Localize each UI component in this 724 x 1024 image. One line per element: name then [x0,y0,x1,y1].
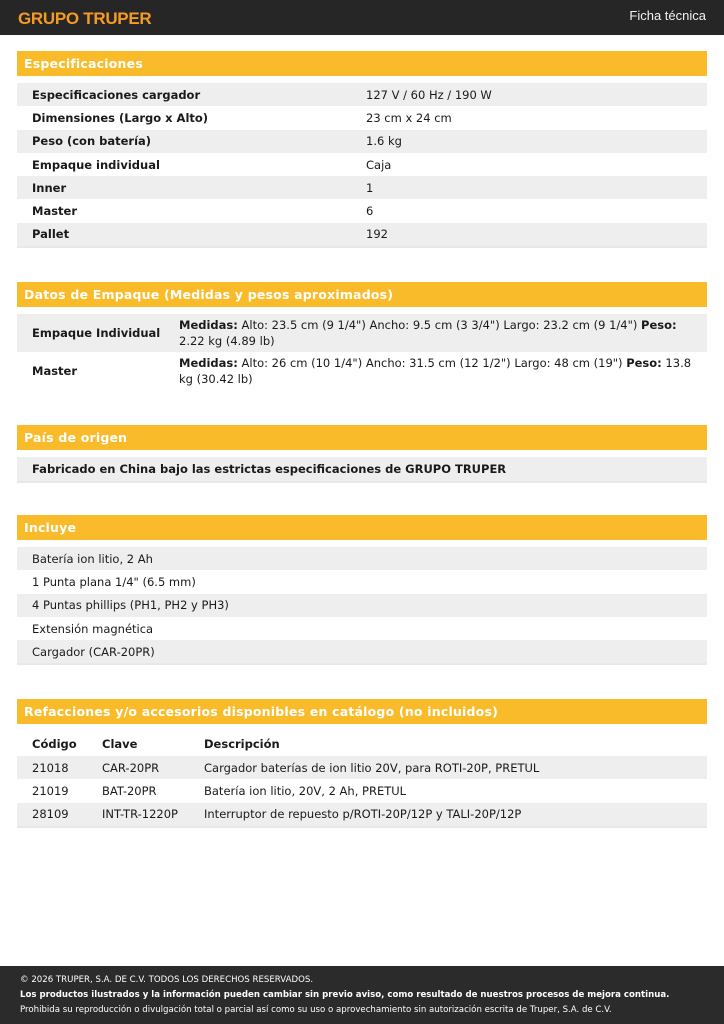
origin-row [17,457,707,483]
spec-label: Especificaciones cargador [32,87,201,102]
table-row [17,803,707,828]
footer-copyright: © 2026 TRUPER, S.A. DE C.V. TODOS LOS DERECHOS RESERVADOS. [20,975,314,985]
column-header-codigo: Código [32,736,77,751]
include-item: 1 Punta plana 1/4" (6.5 mm) [32,574,196,589]
list-item [17,594,707,617]
brand-logo: GRUPO TRUPER [18,9,152,28]
packaging-label: Empaque Individual [32,326,161,340]
medidas-label: Medidas: [179,318,238,332]
spec-label: Empaque individual [32,157,160,172]
spec-row [17,83,707,106]
include-item: 4 Puntas phillips (PH1, PH2 y PH3) [32,598,229,613]
list-item [17,640,707,665]
footer-notice: Los productos ilustrados y la información pueden cambiar sin previo aviso, como resultado de nuestros procesos de mejora continua. [20,990,670,1000]
specs-table [17,83,707,248]
cell-clave: BAT-20PR [102,783,157,798]
spec-row [17,223,707,248]
cell-codigo: 21019 [32,783,69,798]
column-header-clave: Clave [102,736,138,751]
spec-row [17,153,707,176]
origin-title: País de origen [17,425,707,450]
spec-value: 1 [366,180,374,195]
footer [0,966,724,1024]
spec-value: 6 [366,204,374,219]
spec-row [17,176,707,199]
include-item: Cargador (CAR-20PR) [32,644,155,659]
spec-label: Pallet [32,227,70,242]
cell-descripcion: Cargador baterías de ion litio 20V, para ROTI-20P, PRETUL [204,760,540,775]
includes-section [17,515,707,665]
spec-row [17,130,707,153]
table-header [17,731,707,756]
spec-value: 23 cm x 24 cm [366,110,452,125]
spec-value: 1.6 kg [366,134,402,149]
peso-label: Peso: [641,318,677,332]
packaging-title: Datos de Empaque (Medidas y pesos aproximados) [17,282,707,307]
table-row [17,756,707,779]
include-item: Extensión magnética [32,621,154,636]
spec-label: Peso (con batería) [32,134,152,149]
medidas-value: Alto: 23.5 cm (9 1/4") Ancho: 9.5 cm (3 3/4") Largo: 23.2 cm (9 1/4") [237,318,642,332]
peso-value: 2.22 kg (4.89 lb) [179,334,275,348]
packaging-details [179,317,707,349]
list-item [17,617,707,640]
medidas-label: Medidas: [179,356,238,370]
specs-title: Especificaciones [17,51,707,76]
list-item [17,547,707,570]
cell-codigo: 28109 [32,807,69,822]
origin-section [17,425,707,483]
top-bar [0,0,724,35]
list-item [17,570,707,593]
column-header-descripcion: Descripción [204,736,280,751]
accessories-title: Refacciones y/o accesorios disponibles en catálogo (no incluidos) [17,699,707,724]
packaging-row [17,314,707,352]
cell-clave: CAR-20PR [102,760,160,775]
spec-label: Dimensiones (Largo x Alto) [32,110,209,125]
spec-label: Master [32,204,78,219]
packaging-row [17,352,707,390]
spec-value: 192 [366,227,388,242]
accessories-section [17,699,707,828]
include-item: Batería ion litio, 2 Ah [32,551,153,566]
packaging-details [179,355,707,387]
footer-legal: Prohibida su reproducción o divulgación total o parcial así como su uso o aprovechamiento sin autorización escrita de Truper, S.A. de C.V. [20,1005,612,1015]
peso-value: 13.8 kg (30.42 lb) [179,356,692,386]
spec-row [17,106,707,129]
spec-row [17,199,707,222]
medidas-value: Alto: 26 cm (10 1/4") Ancho: 31.5 cm (12 1/2") Largo: 48 cm (19") [237,356,627,370]
peso-label: Peso: [626,356,662,370]
origin-text: Fabricado en China bajo las estrictas especificaciones de GRUPO TRUPER [32,462,507,476]
cell-descripcion: Interruptor de repuesto p/ROTI-20P/12P y TALI-20P/12P [204,807,522,822]
cell-descripcion: Batería ion litio, 20V, 2 Ah, PRETUL [204,783,407,798]
document-type: Ficha técnica [629,8,706,23]
packaging-label: Master [32,364,78,378]
packaging-section [17,282,707,390]
table-row [17,779,707,802]
cell-clave: INT-TR-1220P [102,807,178,822]
spec-label: Inner [32,180,67,195]
cell-codigo: 21018 [32,760,69,775]
includes-title: Incluye [17,515,707,540]
spec-value: Caja [366,157,392,172]
specs-section [17,51,707,248]
spec-value: 127 V / 60 Hz / 190 W [366,87,492,102]
